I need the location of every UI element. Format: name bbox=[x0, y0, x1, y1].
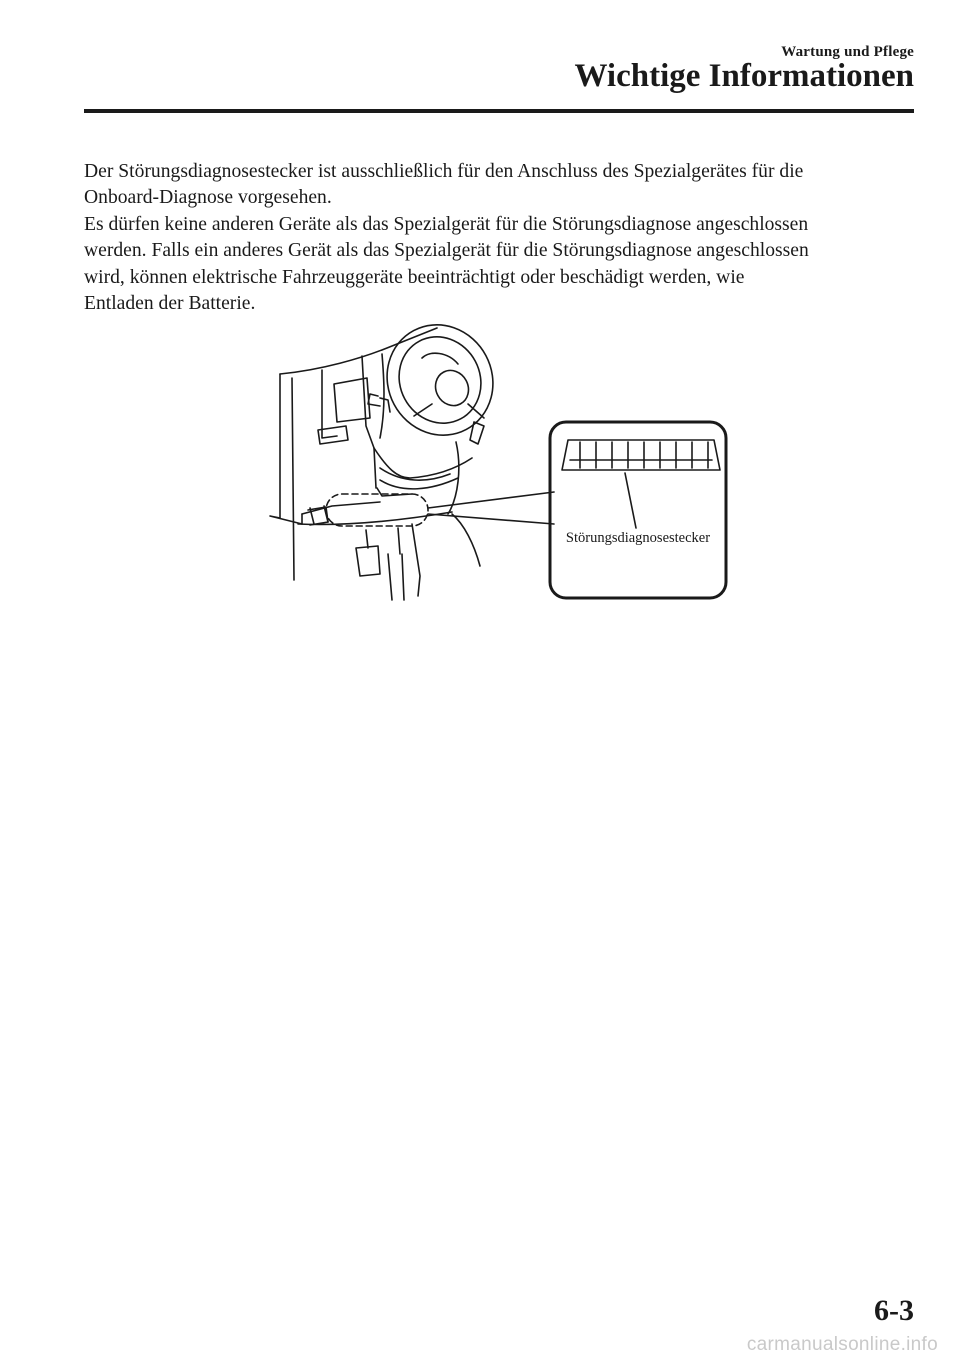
body-line: Onboard-Diagnose vorgesehen. bbox=[84, 187, 332, 209]
section-label: Wartung und Pflege bbox=[781, 44, 914, 60]
dashboard-drawing bbox=[270, 318, 554, 600]
body-line: Es dürfen keine anderen Geräte als das Spezialgerät für die Störungsdiagnose angeschlossen bbox=[84, 213, 809, 235]
connector-detail bbox=[562, 440, 720, 528]
connector-callout-box bbox=[550, 422, 726, 598]
diagnostic-connector-illustration bbox=[262, 318, 734, 608]
connector-label: Störungsdiagnosestecker bbox=[565, 530, 711, 546]
watermark: carmanualsonline.info bbox=[746, 1334, 938, 1355]
body-line: werden. Falls ein anderes Gerät als das Spezialgerät für die Störungsdiagnose angeschlossen bbox=[84, 240, 809, 262]
body-line: Der Störungsdiagnosestecker ist ausschließlich für den Anschluss des Spezialgerätes für die bbox=[84, 161, 804, 182]
body-line: wird, können elektrische Fahrzeuggeräte beeinträchtigt oder beschädigt werden, wie bbox=[84, 266, 745, 288]
body-line: Entladen der Batterie. bbox=[84, 293, 256, 315]
body-paragraph bbox=[84, 159, 918, 317]
page-number: 6-3 bbox=[874, 1294, 914, 1327]
page-title: Wichtige Informationen bbox=[574, 58, 914, 94]
header-rule bbox=[84, 109, 914, 113]
